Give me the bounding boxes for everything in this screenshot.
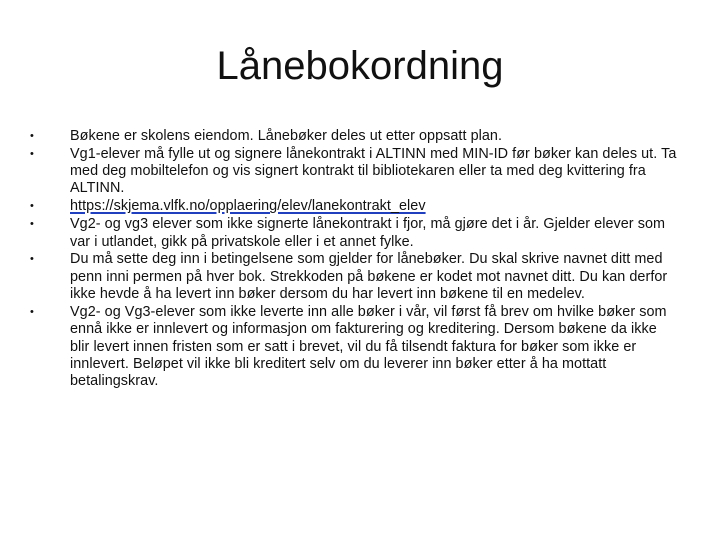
bullet-text: Vg1-elever må fylle ut og signere lånekontrakt i ALTINN med MIN-ID før bøker kan deles ut. Ta med deg mobiltelefon og vis signert kontrakt til bibliotekaren eller ta med deg kvittering fra ALTINN. xyxy=(70,145,677,197)
bullet-item-5 xyxy=(30,251,680,303)
bullet-item-1 xyxy=(30,128,680,145)
bullet-icon: • xyxy=(30,147,34,160)
bullet-item-6 xyxy=(30,304,680,390)
bullet-icon: • xyxy=(30,253,34,266)
bullet-icon: • xyxy=(30,218,34,231)
bullet-item-3 xyxy=(30,198,680,215)
bullet-text: Bøkene er skolens eiendom. Lånebøker deles ut etter oppsatt plan. xyxy=(70,128,503,144)
bullet-icon: • xyxy=(30,130,34,142)
bullet-text: Vg2- og vg3 elever som ikke signerte lånekontrakt i fjor, må gjøre det i år. Gjelder elever som var i utlandet, gikk på privatskole eller i et annet fylke. xyxy=(70,216,666,250)
bullet-icon: • xyxy=(30,305,34,318)
bullet-text: Du må sette deg inn i betingelsene som gjelder for lånebøker. Du skal skrive navnet ditt med penn inni permen på hver bok. Strekkoden på bøkene er kodet mot navnet ditt. Du kan derfor ikke hevde å ha levert inn bøker dersom du har levert inn bøkene til en medelev. xyxy=(70,251,668,303)
slide-title: Lånebokordning xyxy=(216,44,504,88)
lanekontrakt-link[interactable]: https://skjema.vlfk.no/opplaering/elev/lanekontrakt_elev xyxy=(70,198,426,215)
bullet-item-2 xyxy=(30,146,680,198)
bullet-icon: • xyxy=(30,200,34,213)
bullet-list xyxy=(30,128,680,391)
bullet-item-4 xyxy=(30,216,680,251)
bullet-text: Vg2- og Vg3-elever som ikke leverte inn alle bøker i vår, vil først få brev om hvilke bøker som ennå ikke er innlevert og informasjon om fakturering og kreditering. Dersom bøkene da ikke blir levert innen fristen som er satt i brevet, vil du få tilsendt faktura for bøker som ikke er innlevert. Beløpet vil ikke bli kreditert selv om du leverer inn bøker etter å ha mottatt betalingskrav. xyxy=(70,303,667,390)
